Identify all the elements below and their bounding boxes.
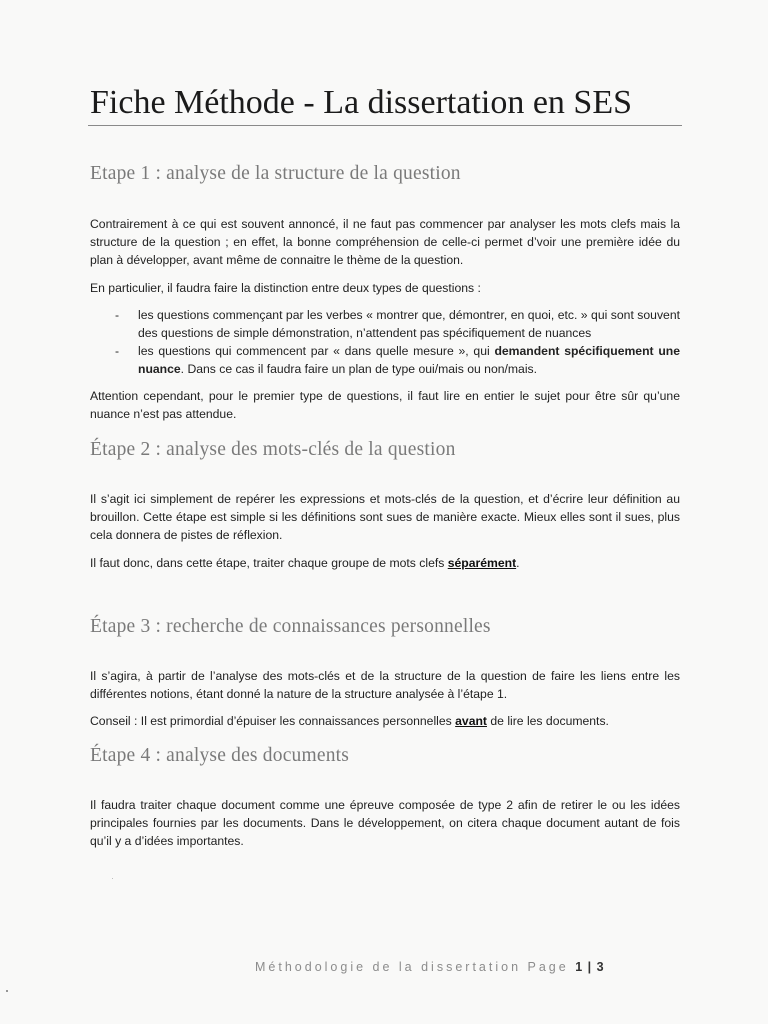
list-item-text: les questions qui commencent par « dans quelle mesure », qui — [138, 344, 495, 358]
list-item-text-end: . Dans ce cas il faudra faire un plan de type oui/mais ou non/mais. — [180, 362, 538, 376]
dash-bullet: - — [115, 308, 120, 322]
list-item-emphasis: demandent spécifiquement une nuance — [138, 344, 681, 376]
section-4-paragraph-1: Il faudra traiter chaque document comme une épreuve composée de type 2 afin de retirer le ou les idées principales fournies par les documents. Dans le développement, on citera chaque document autant de fois qu’il y a d’idées importantes. — [90, 798, 680, 848]
list-item — [90, 342, 680, 378]
section-2-paragraph-1: Il s’agit ici simplement de repérer les expressions et mots-clés de la question, et d’écrire leur définition au brouillon. Cette étape est simple si les définitions sont sues de manière exacte. Mieux elles sont il sues, plus cela donnera de pistes de réflexion. — [90, 492, 680, 542]
title-underline — [88, 125, 682, 126]
paragraph-text-end: de lire les documents. — [486, 714, 609, 728]
underlined-emphasis: séparément — [447, 556, 517, 570]
section-1-paragraph-1: Contrairement à ce qui est souvent annoncé, il ne faut pas commencer par analyser les mots clefs mais la structure de la question ; en effet, la bonne compréhension de celle-ci permet d’voir une première idée du plan à développer, avant même de connaitre le thème de la question. — [90, 217, 680, 267]
list-item — [90, 306, 680, 342]
scan-speck — [112, 878, 113, 879]
section-1-heading: Etape 1 : analyse de la structure de la question — [90, 163, 461, 184]
section-3-paragraph-2 — [90, 712, 680, 730]
section-4-heading: Étape 4 : analyse des documents — [90, 745, 350, 766]
underlined-emphasis: avant — [455, 714, 487, 728]
list-item-text: les questions commençant par les verbes « montrer que, démontrer, en quoi, etc. » qui sont souvent des questions de simple démonstration, n’attendent pas spécifiquement de nuances — [138, 308, 680, 340]
section-3-heading: Étape 3 : recherche de connaissances personnelles — [90, 616, 491, 637]
document-title: Fiche Méthode - La dissertation en SES — [90, 84, 633, 121]
page-number: 1 | 3 — [575, 960, 605, 974]
paragraph-text: Il faut donc, dans cette étape, traiter chaque groupe de mots clefs — [90, 556, 448, 570]
section-2-paragraph-2 — [90, 554, 680, 572]
section-3-paragraph-1: Il s’agira, à partir de l’analyse des mots-clés et de la structure de la question de faire les liens entre les différentes notions, étant donné la nature de la structure analysée à l’étape 1. — [90, 669, 680, 701]
paragraph-text-end: . — [516, 556, 520, 570]
section-1-paragraph-3: Attention cependant, pour le premier type de questions, il faut lire en entier le sujet pour être sûr qu’une nuance n’est pas attendue. — [90, 389, 680, 421]
scan-speck — [6, 990, 8, 992]
footer-label: Méthodologie de la dissertation Page — [255, 960, 569, 974]
question-types-list — [90, 306, 680, 378]
page-footer — [255, 960, 675, 974]
paragraph-text: Conseil : Il est primordial d’épuiser les connaissances personnelles — [90, 714, 456, 728]
section-1-paragraph-2: En particulier, il faudra faire la distinction entre deux types de questions : — [90, 281, 481, 295]
section-2-heading: Étape 2 : analyse des mots-clés de la question — [90, 439, 456, 460]
dash-bullet: - — [115, 344, 120, 358]
